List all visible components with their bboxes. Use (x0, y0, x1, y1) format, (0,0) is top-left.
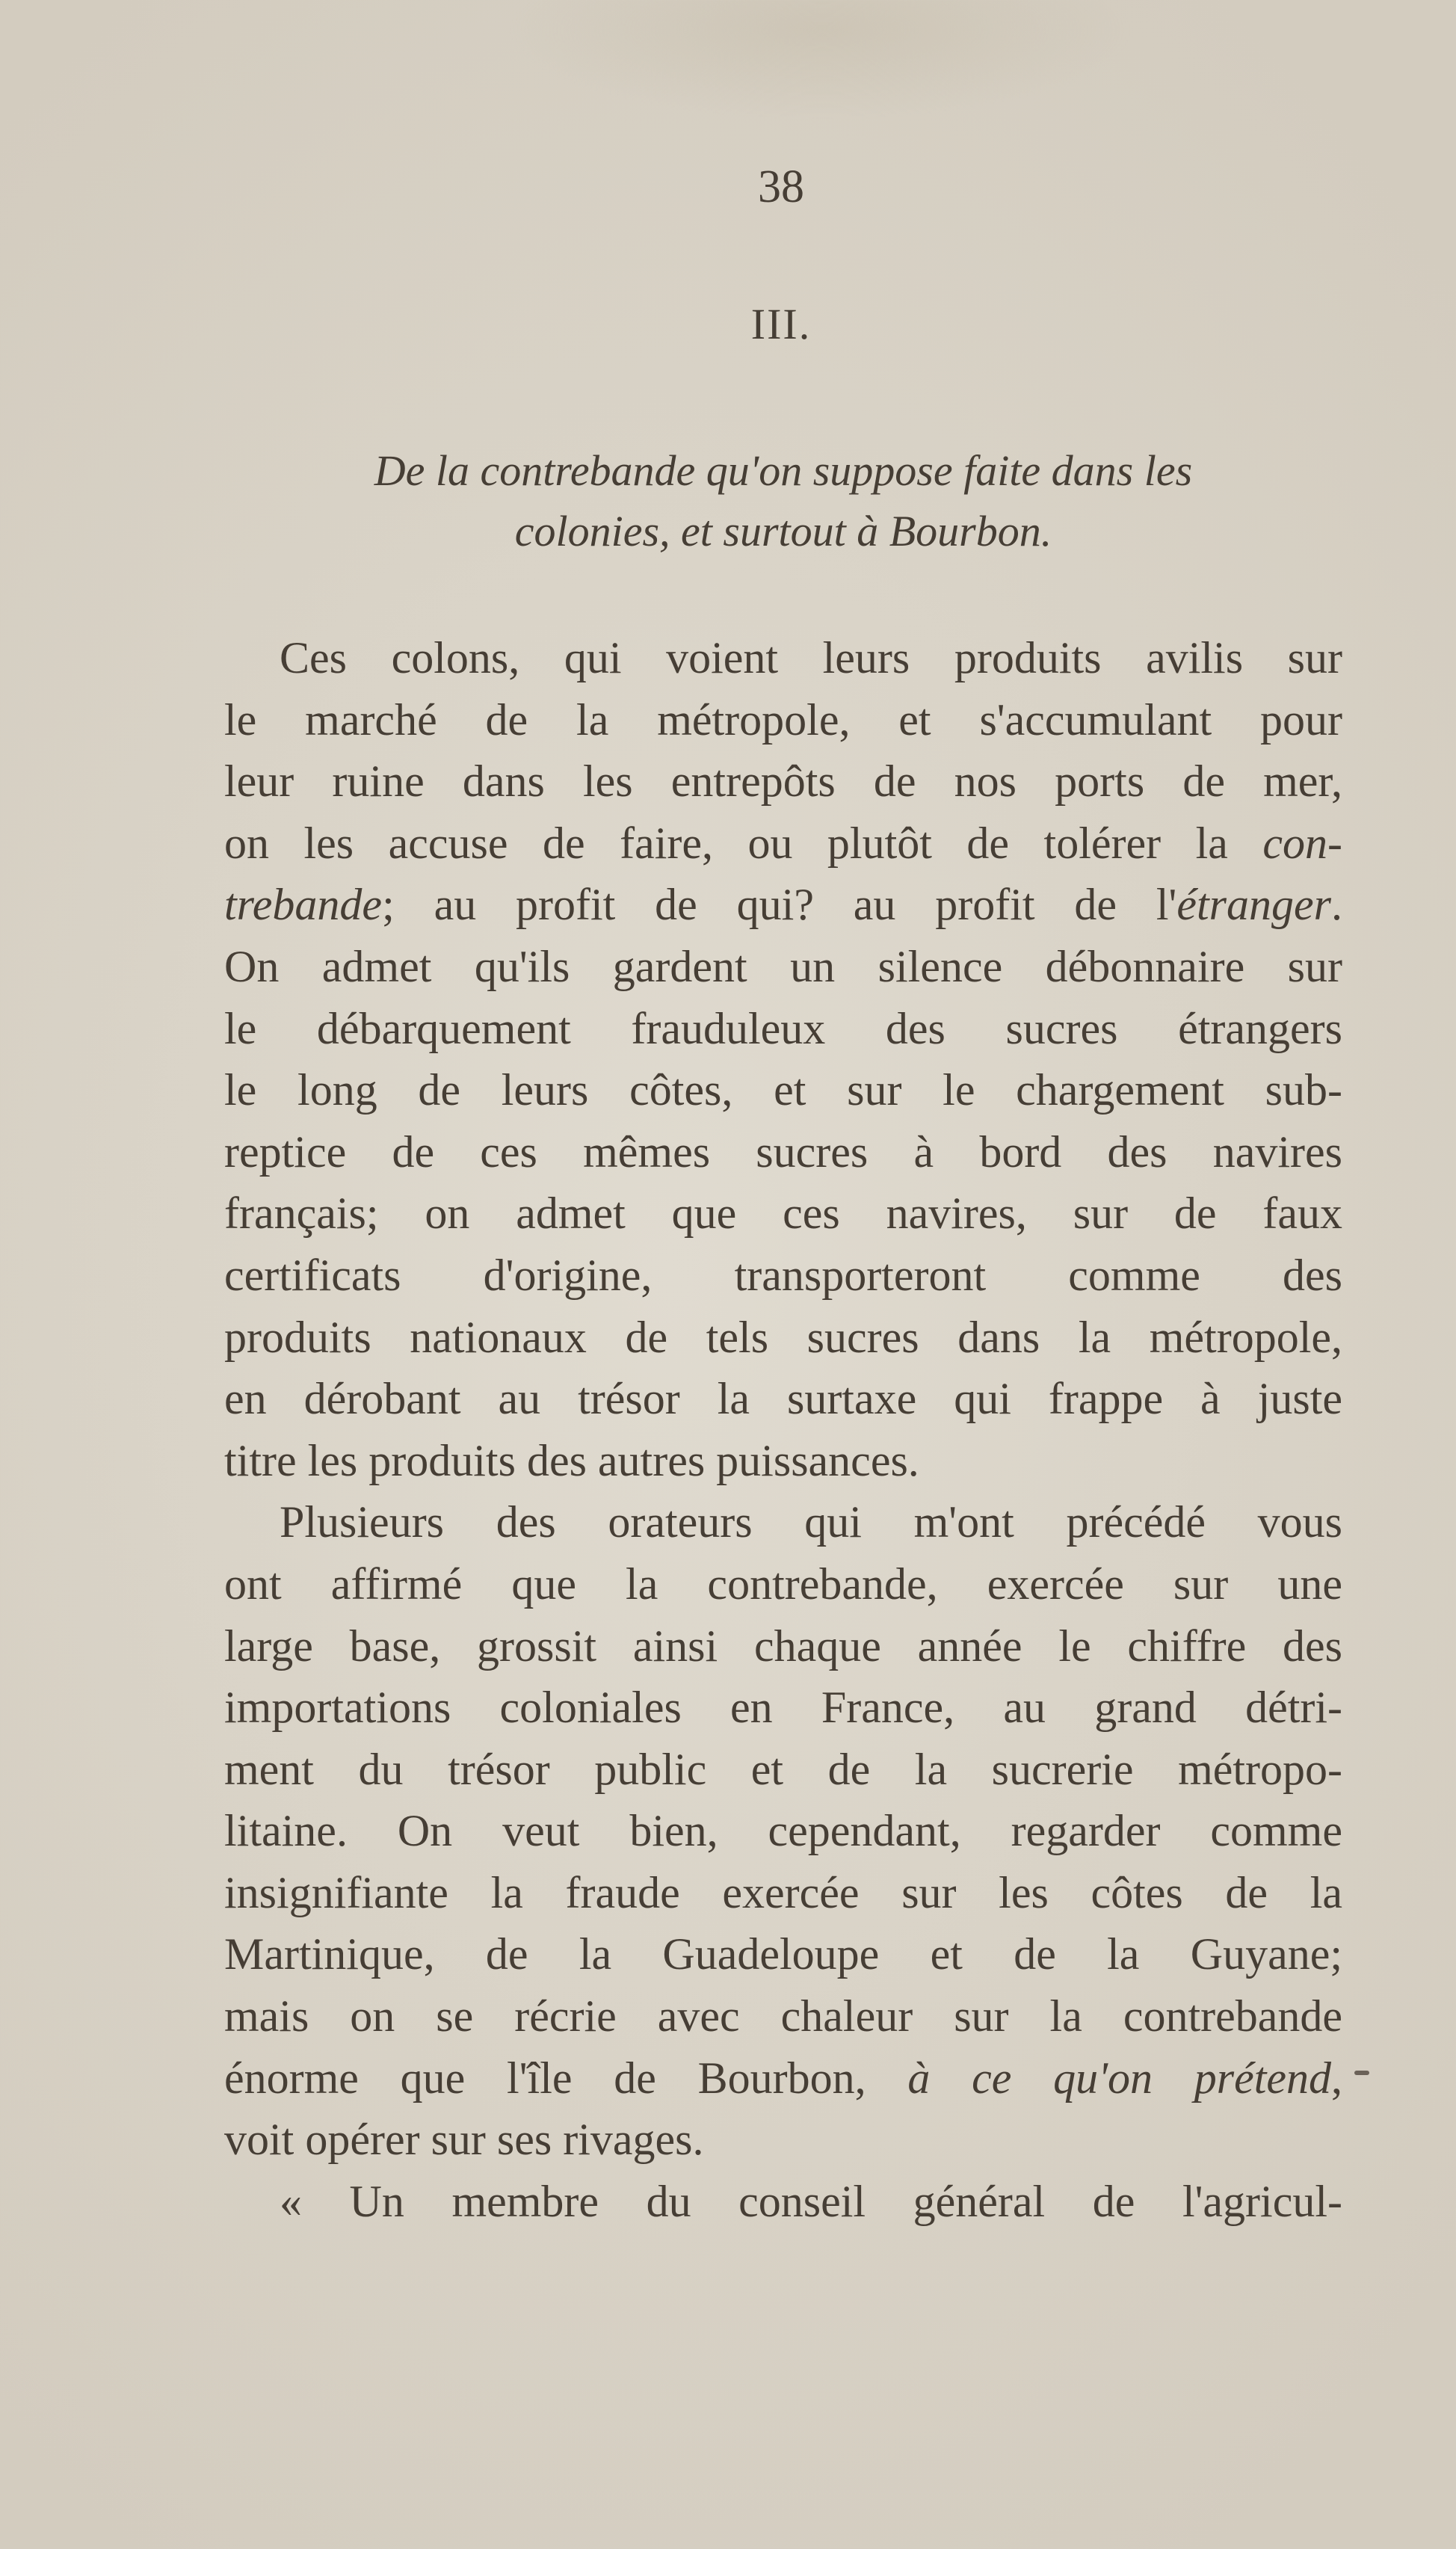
text-line (224, 1368, 1342, 1430)
text-segment: On admet qu'ils gardent un silence débonnaire sur (224, 941, 1342, 991)
text-segment: certificats d'origine, transporteront comme des (224, 1250, 1342, 1300)
text-segment: Plusieurs des orateurs qui m'ont précédé vous (280, 1497, 1342, 1547)
body-text (224, 627, 1342, 2232)
text-line (224, 1245, 1342, 1307)
text-line (224, 1553, 1342, 1615)
text-segment: titre les produits des autres puissances. (224, 1435, 919, 1485)
text-line (224, 1923, 1342, 1985)
italic-text: étranger (1176, 880, 1331, 930)
text-line (224, 813, 1342, 875)
text-segment: , (1331, 2053, 1342, 2103)
italic-text: trebande (224, 880, 383, 930)
text-segment: insignifiante la fraude exercée sur les côtes de la (224, 1867, 1342, 1917)
margin-mark (1354, 2071, 1369, 2075)
text-line (224, 1183, 1342, 1245)
page-number: 38 (758, 161, 804, 212)
text-segment: litaine. On veut bien, cependant, regarder comme (224, 1806, 1342, 1856)
text-line (224, 936, 1342, 998)
text-segment: « Un membre du conseil général de l'agricul- (280, 2176, 1342, 2226)
text-segment: Martinique, de la Guadeloupe et de la Guyane; (224, 1929, 1342, 1979)
text-segment: mais on se récrie avec chaleur sur la contrebande (224, 1991, 1342, 2041)
italic-text: con- (1262, 818, 1342, 868)
text-segment: ont affirmé que la contrebande, exercée sur une (224, 1559, 1342, 1609)
text-line (224, 1430, 1342, 1492)
text-line (224, 750, 1342, 813)
text-segment: le marché de la métropole, et s'accumulant pour (224, 694, 1342, 745)
text-segment: large base, grossit ainsi chaque année le chiffre des (224, 1621, 1342, 1671)
text-segment: ment du trésor public et de la sucrerie métropo- (224, 1744, 1342, 1794)
text-line (224, 874, 1342, 936)
text-segment: en dérobant au trésor la surtaxe qui frappe à juste (224, 1374, 1342, 1424)
section-number: III. (750, 300, 812, 348)
text-line (224, 1862, 1342, 1924)
text-line (224, 1615, 1342, 1677)
text-line (224, 2171, 1342, 2233)
text-segment: reptice de ces mêmes sucres à bord des navires (224, 1126, 1342, 1177)
text-line (224, 1491, 1342, 1553)
text-line (224, 1739, 1342, 1801)
text-segment: voit opérer sur ses rivages. (224, 2115, 704, 2165)
chapter-heading-line-1: De la contrebande qu'on suppose faite dans les (374, 446, 1193, 495)
text-segment: ; au profit de qui? au profit de l' (382, 880, 1177, 930)
text-line (224, 1800, 1342, 1862)
italic-text: à ce qu'on prétend (907, 2053, 1331, 2103)
text-line (224, 627, 1342, 689)
text-line (224, 1985, 1342, 2047)
text-segment: importations coloniales en France, au grand détri- (224, 1683, 1342, 1733)
text-line (224, 1307, 1342, 1369)
text-segment: Ces colons, qui voient leurs produits avilis sur (280, 633, 1342, 682)
text-line (224, 1059, 1342, 1121)
text-segment: leur ruine dans les entrepôts de nos ports de mer, (224, 756, 1342, 807)
text-segment: français; on admet que ces navires, sur de faux (224, 1189, 1342, 1239)
text-segment: . (1331, 880, 1342, 930)
text-line (224, 2109, 1342, 2171)
text-segment: produits nationaux de tels sucres dans la métropole, (224, 1312, 1342, 1362)
text-segment: le débarquement frauduleux des sucres étrangers (224, 1003, 1342, 1053)
text-line (224, 689, 1342, 751)
chapter-heading-line-2: colonies, et surtout à Bourbon. (514, 507, 1052, 555)
text-line (224, 2047, 1342, 2109)
text-line (224, 1677, 1342, 1739)
text-line (224, 1121, 1342, 1183)
text-segment: on les accuse de faire, ou plutôt de tolérer la (224, 818, 1263, 868)
text-segment: le long de leurs côtes, et sur le chargement sub- (224, 1065, 1342, 1115)
text-line (224, 998, 1342, 1060)
text-segment: énorme que l'île de Bourbon, (224, 2053, 908, 2103)
